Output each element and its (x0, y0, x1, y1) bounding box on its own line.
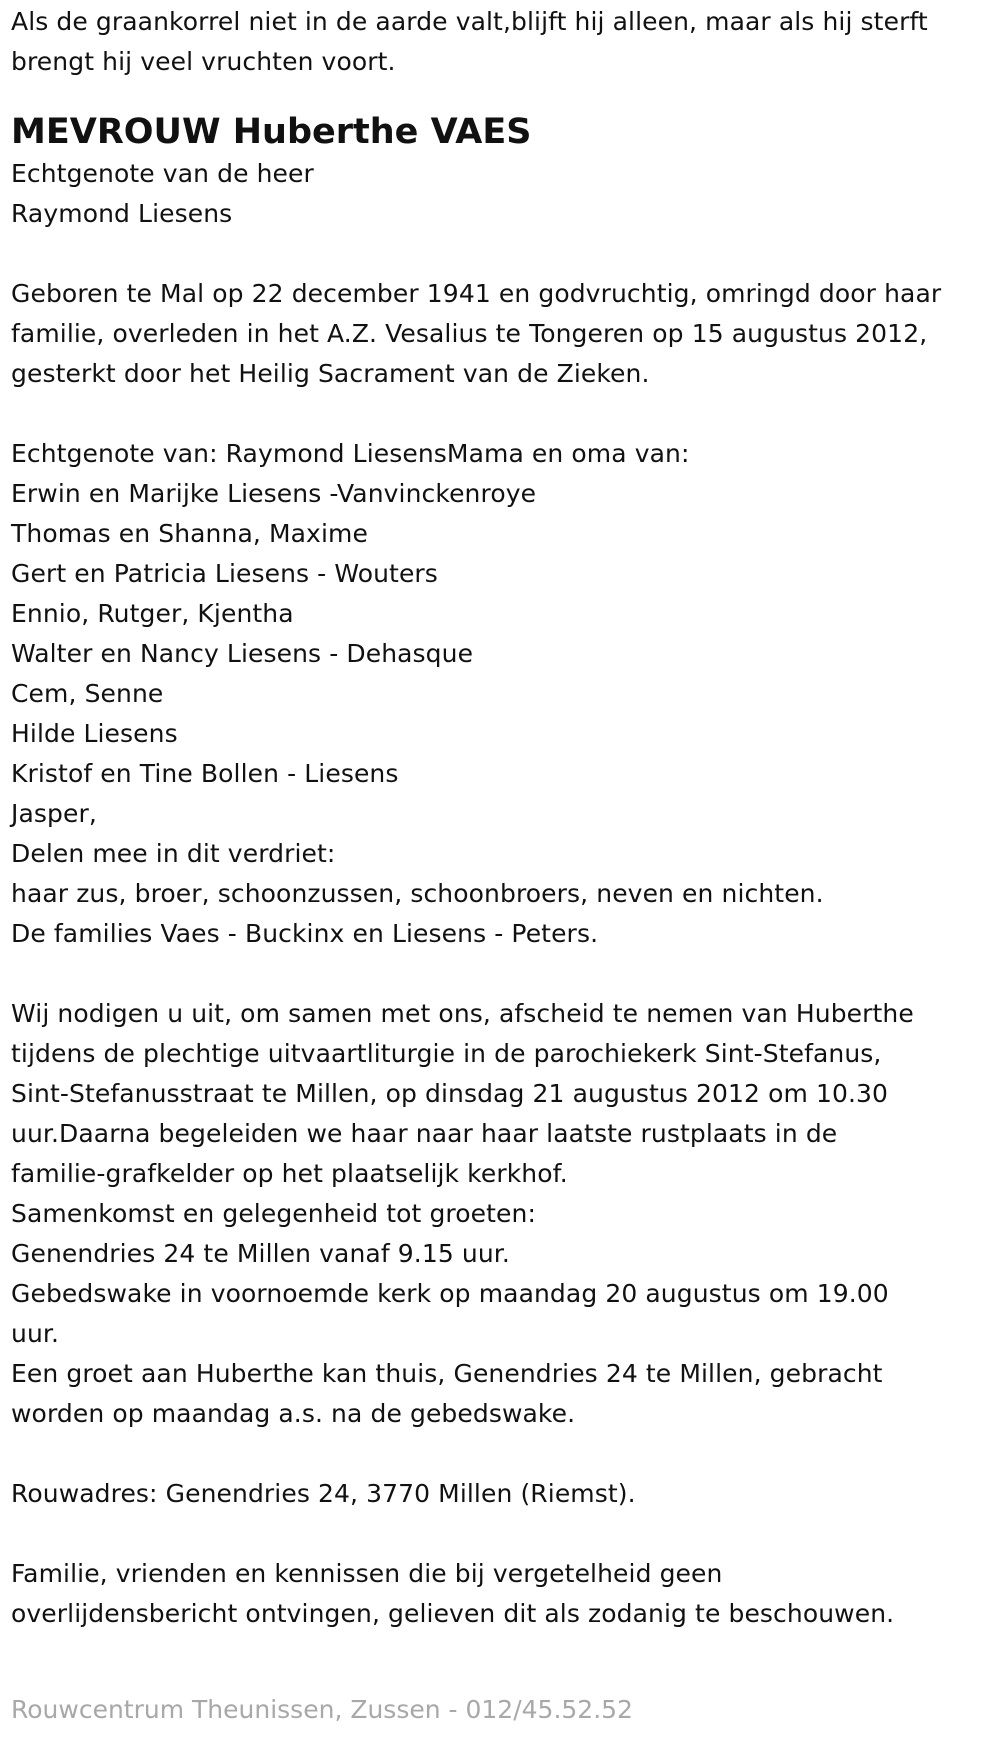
family-line: Delen mee in dit verdriet: (11, 839, 336, 868)
family-line: Kristof en Tine Bollen - Liesens (11, 759, 399, 788)
motto (11, 2, 1000, 82)
spacer (11, 234, 1000, 274)
birth-death-paragraph (11, 274, 1000, 394)
family-line: Echtgenote van: Raymond LiesensMama en oma van: (11, 439, 690, 468)
ceremony-line: Sint-Stefanusstraat te Millen, op dinsdag 21 augustus 2012 om 10.30 (11, 1079, 889, 1108)
ceremony-line: tijdens de plechtige uitvaartliturgie in de parochiekerk Sint-Stefanus, (11, 1039, 882, 1068)
birth-death-line: Geboren te Mal op 22 december 1941 en godvruchtig, omringd door haar (11, 279, 942, 308)
spacer (11, 1434, 1000, 1474)
ceremony-line: Een groet aan Huberthe kan thuis, Genendries 24 te Millen, gebracht (11, 1359, 883, 1388)
ceremony-line: uur. (11, 1319, 60, 1348)
closing-line: overlijdensbericht ontvingen, gelieven dit als zodanig te beschouwen. (11, 1599, 895, 1628)
ceremony-paragraph (11, 994, 1000, 1434)
ceremony-line: Gebedswake in voornoemde kerk op maandag 20 augustus om 19.00 (11, 1279, 889, 1308)
motto-line: Als de graankorrel niet in de aarde valt,blijft hij alleen, maar als hij sterft (11, 7, 928, 36)
spacer (11, 1514, 1000, 1554)
family-line: Hilde Liesens (11, 719, 178, 748)
family-line: Erwin en Marijke Liesens -Vanvinckenroye (11, 479, 537, 508)
ceremony-line: uur.Daarna begeleiden we haar naar haar laatste rustplaats in de (11, 1119, 838, 1148)
family-line: Walter en Nancy Liesens - Dehasque (11, 639, 474, 668)
family-line: Thomas en Shanna, Maxime (11, 519, 368, 548)
spouse-block (11, 154, 1000, 234)
mourning-address: Rouwadres: Genendries 24, 3770 Millen (Riemst). (11, 1479, 636, 1508)
spouse-line: Echtgenote van de heer (11, 159, 314, 188)
ceremony-line: familie-grafkelder op het plaatselijk kerkhof. (11, 1159, 568, 1188)
ceremony-line: Wij nodigen u uit, om samen met ons, afscheid te nemen van Huberthe (11, 999, 914, 1028)
funeral-home-footer: Rouwcentrum Theunissen, Zussen - 012/45.52.52 (11, 1695, 633, 1724)
family-list (11, 434, 1000, 954)
closing-paragraph (11, 1554, 1000, 1634)
ceremony-line: worden op maandag a.s. na de gebedswake. (11, 1399, 576, 1428)
closing-line: Familie, vrienden en kennissen die bij vergetelheid geen (11, 1559, 723, 1588)
spacer (11, 394, 1000, 434)
ceremony-line: Genendries 24 te Millen vanaf 9.15 uur. (11, 1239, 510, 1268)
spouse-line: Raymond Liesens (11, 199, 233, 228)
family-line: Ennio, Rutger, Kjentha (11, 599, 294, 628)
family-line: De families Vaes - Buckinx en Liesens - Peters. (11, 919, 599, 948)
family-line: Gert en Patricia Liesens - Wouters (11, 559, 438, 588)
family-line: haar zus, broer, schoonzussen, schoonbroers, neven en nichten. (11, 879, 824, 908)
family-line: Cem, Senne (11, 679, 164, 708)
birth-death-line: gesterkt door het Heilig Sacrament van de Zieken. (11, 359, 650, 388)
deceased-name: MEVROUW Huberthe VAES (11, 112, 532, 152)
birth-death-line: familie, overleden in het A.Z. Vesalius te Tongeren op 15 augustus 2012, (11, 319, 928, 348)
ceremony-line: Samenkomst en gelegenheid tot groeten: (11, 1199, 536, 1228)
family-line: Jasper, (11, 799, 97, 828)
spacer (11, 954, 1000, 994)
motto-line: brengt hij veel vruchten voort. (11, 47, 396, 76)
